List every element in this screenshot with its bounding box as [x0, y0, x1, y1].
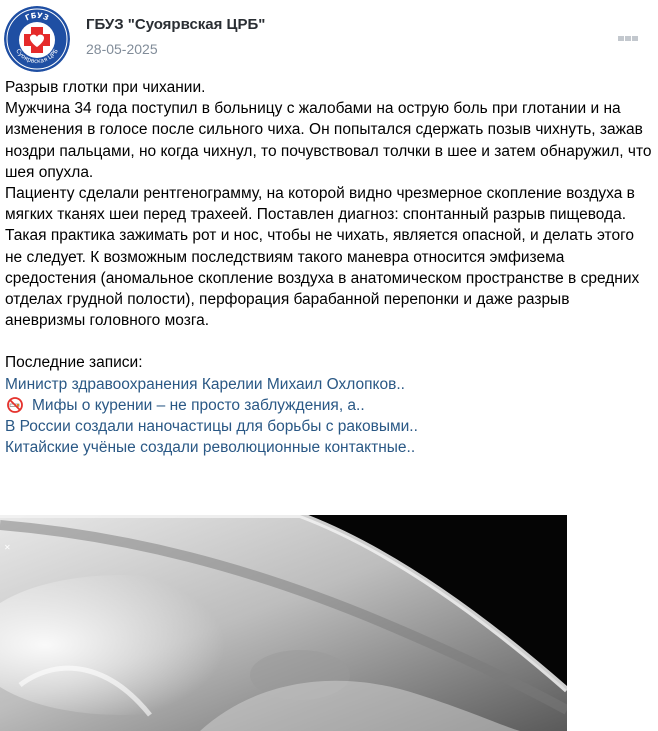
avatar[interactable]	[4, 6, 70, 72]
group-name[interactable]: ГБУЗ "Суоярвская ЦРБ"	[86, 16, 266, 33]
xray-image[interactable]	[0, 515, 567, 731]
post-paragraph: Пациенту сделали рентгенограмму, на которой видно чрезмерное скопление воздуха в мягких тканях шеи перед трахеей. Поставлен диагноз: спонтанный разрыв пищевода. Такая практика зажимать рот и нос, чтобы не чихать, является опасной, и делать этого не следует. К возможным последствиям такого маневра относится эмфизема средостения (аномальное скопление воздуха в анатомическом пространстве в средних отделах грудной полости), перфорация барабанной перепонки и даже разрыв аневризмы головного мозга.	[5, 185, 640, 330]
recent-post-link[interactable]	[5, 395, 653, 416]
post-header	[0, 0, 658, 70]
avatar-text-top: ГБУЗ	[23, 10, 51, 23]
recent-post-link[interactable]: Министр здравоохранения Карелии Михаил Охлопков..	[5, 375, 405, 393]
avatar-logo	[4, 6, 70, 72]
recent-post-link[interactable]: Китайские учёные создали революционные контактные..	[5, 439, 416, 457]
xray-picture	[0, 515, 567, 731]
svg-text:✕: ✕	[4, 543, 11, 552]
avatar-text-bottom: Суоярвская ЦРБ	[14, 47, 60, 66]
more-icon[interactable]	[618, 36, 638, 42]
recent-posts-title: Последние записи:	[5, 354, 143, 372]
post-text	[5, 77, 653, 458]
post-paragraph: Разрыв глотки при чихании.	[5, 79, 206, 96]
no-smoking-icon	[7, 397, 23, 413]
post-date[interactable]: 28-05-2025	[86, 41, 158, 57]
post-paragraph: Мужчина 34 года поступил в больницу с жалобами на острую боль при глотании и на изменения в голосе после сильного чиха. Он попытался сдержать позыв чихнуть, зажав ноздри пальцами, но когда чихнул, то почувствовал толчки в шее и затем обнаружил, что шея опухла.	[5, 100, 652, 181]
recent-post-link-label[interactable]: Мифы о курении – не просто заблуждения, а..	[32, 396, 365, 414]
recent-post-link[interactable]: В России создали наночастицы для борьбы с раковыми..	[5, 418, 418, 436]
